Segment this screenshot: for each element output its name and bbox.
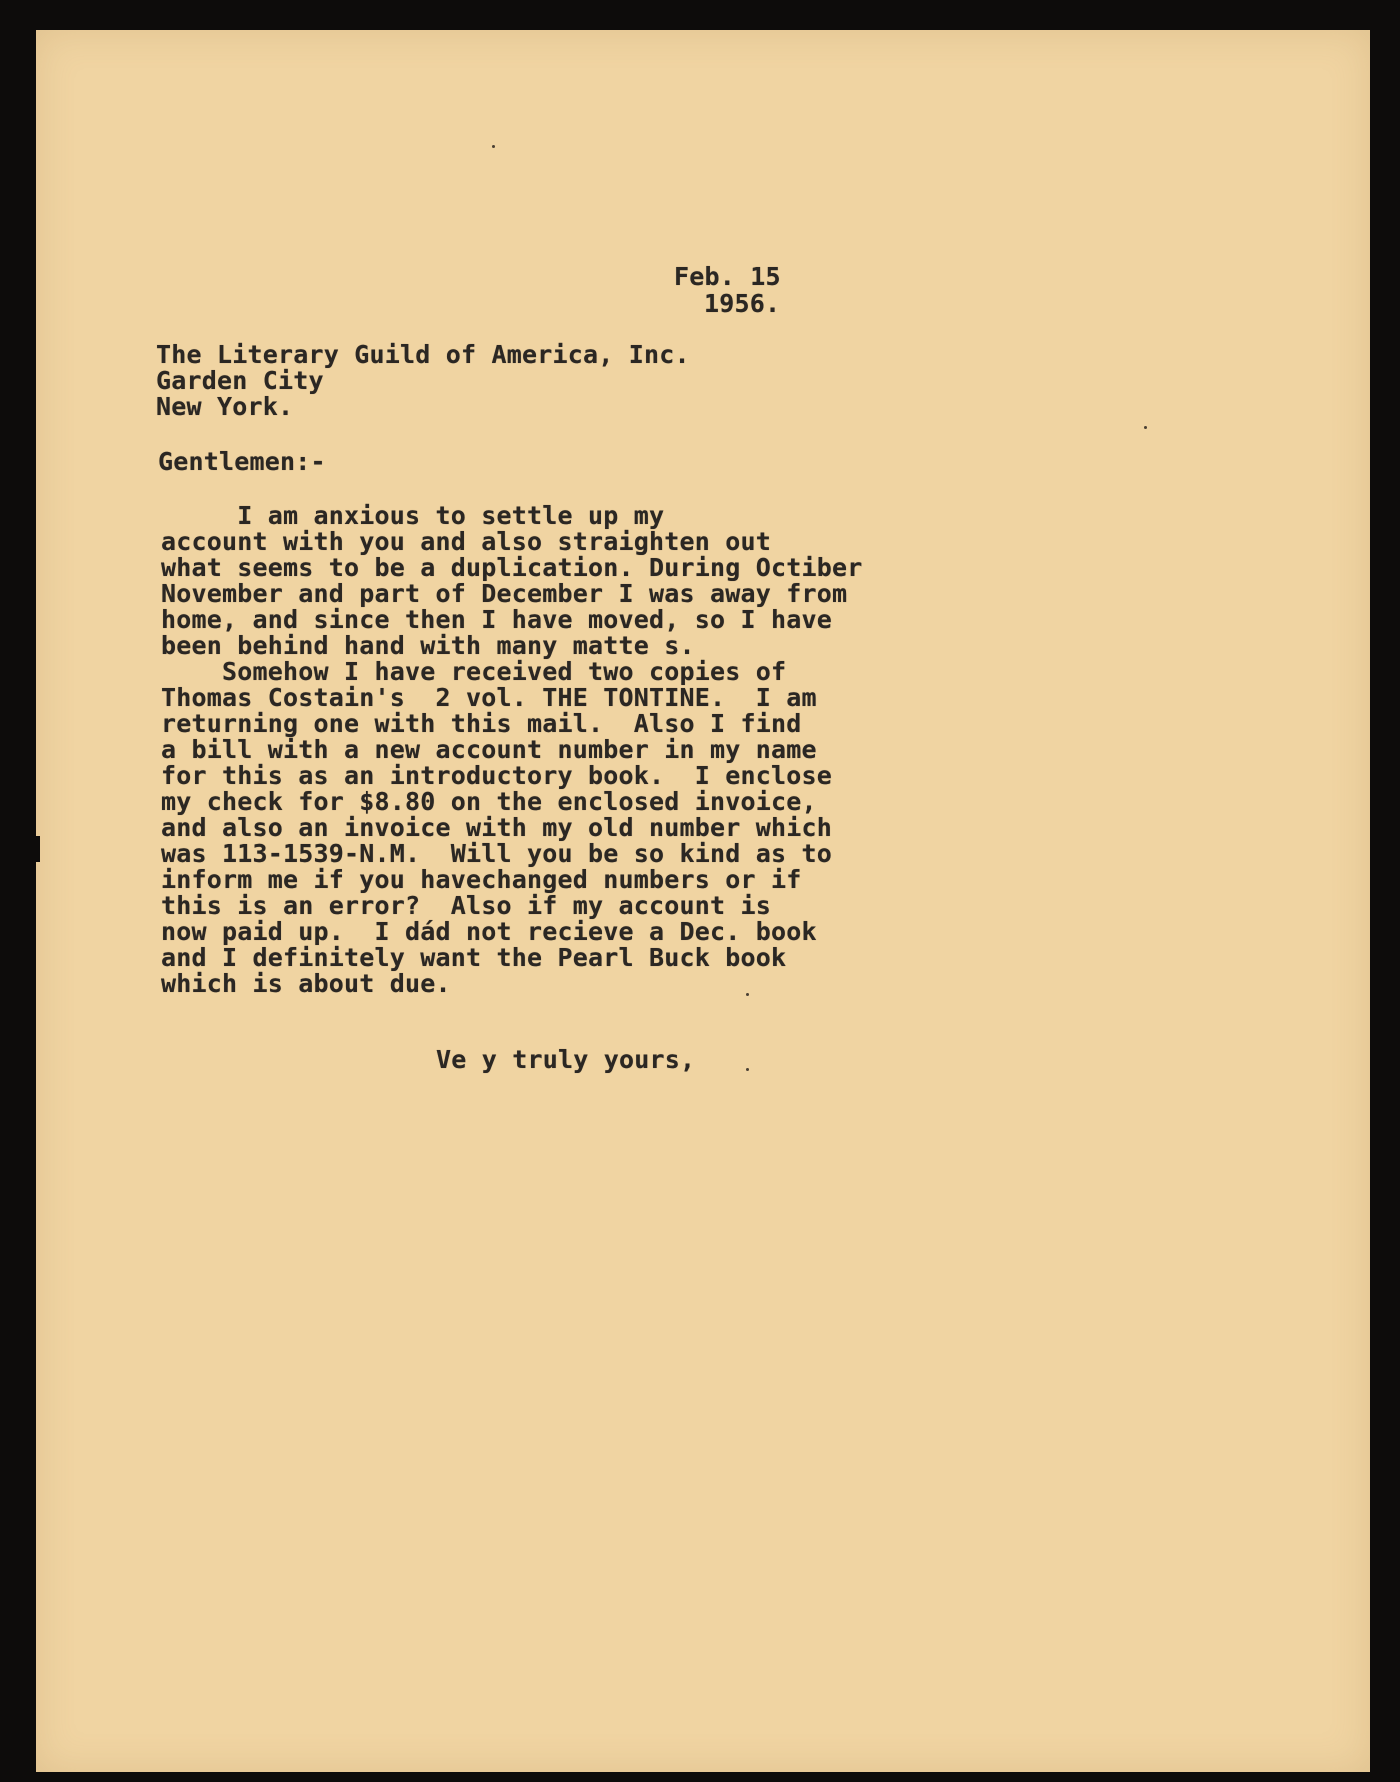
body-line: been behind hand with many matte s. [161,631,695,660]
body-line: which is about due. [161,969,451,998]
body-line: this is an error? Also if my account is [161,891,772,920]
body-line: for this as an introductory book. I enclose [161,761,833,790]
body-line: a bill with a new account number in my name [161,735,817,764]
letter-date-day: Feb. 15 [674,262,781,291]
body-line: I am anxious to settle up my [161,501,665,530]
letter-date-year: 1956. [704,289,781,318]
body-line: and I definitely want the Pearl Buck book [161,943,787,972]
body-line: my check for $8.80 on the enclosed invoice, [161,787,817,816]
body-line: now paid up. I dád not recieve a Dec. book [161,917,817,946]
body-line: and also an invoice with my old number which [161,813,833,842]
body-line: home, and since then I have moved, so I have [161,605,833,634]
recipient-name: The Literary Guild of America, Inc. [156,340,690,369]
closing: Ve y truly yours, [436,1045,696,1074]
recipient-state: New York. [156,392,294,421]
page-edge-notch [30,836,40,862]
body-line: returning one with this mail. Also I find [161,709,802,738]
paper-speck [746,993,749,996]
paper-speck [746,1068,749,1071]
paper-speck [1144,426,1147,429]
body-line: Thomas Costain's 2 vol. THE TONTINE. I am [161,683,817,712]
body-line: what seems to be a duplication. During Octiber [161,553,863,582]
body-line: was 113-1539-N.M. Will you be so kind as to [161,839,833,868]
body-line: account with you and also straighten out [161,527,772,556]
body-line: inform me if you havechanged numbers or if [161,865,802,894]
paper-speck [492,145,495,148]
recipient-city: Garden City [156,366,324,395]
body-line: November and part of December I was away from [161,579,848,608]
salutation: Gentlemen:- [158,447,326,476]
body-line: Somehow I have received two copies of [161,657,787,686]
letter-page [36,30,1370,1772]
